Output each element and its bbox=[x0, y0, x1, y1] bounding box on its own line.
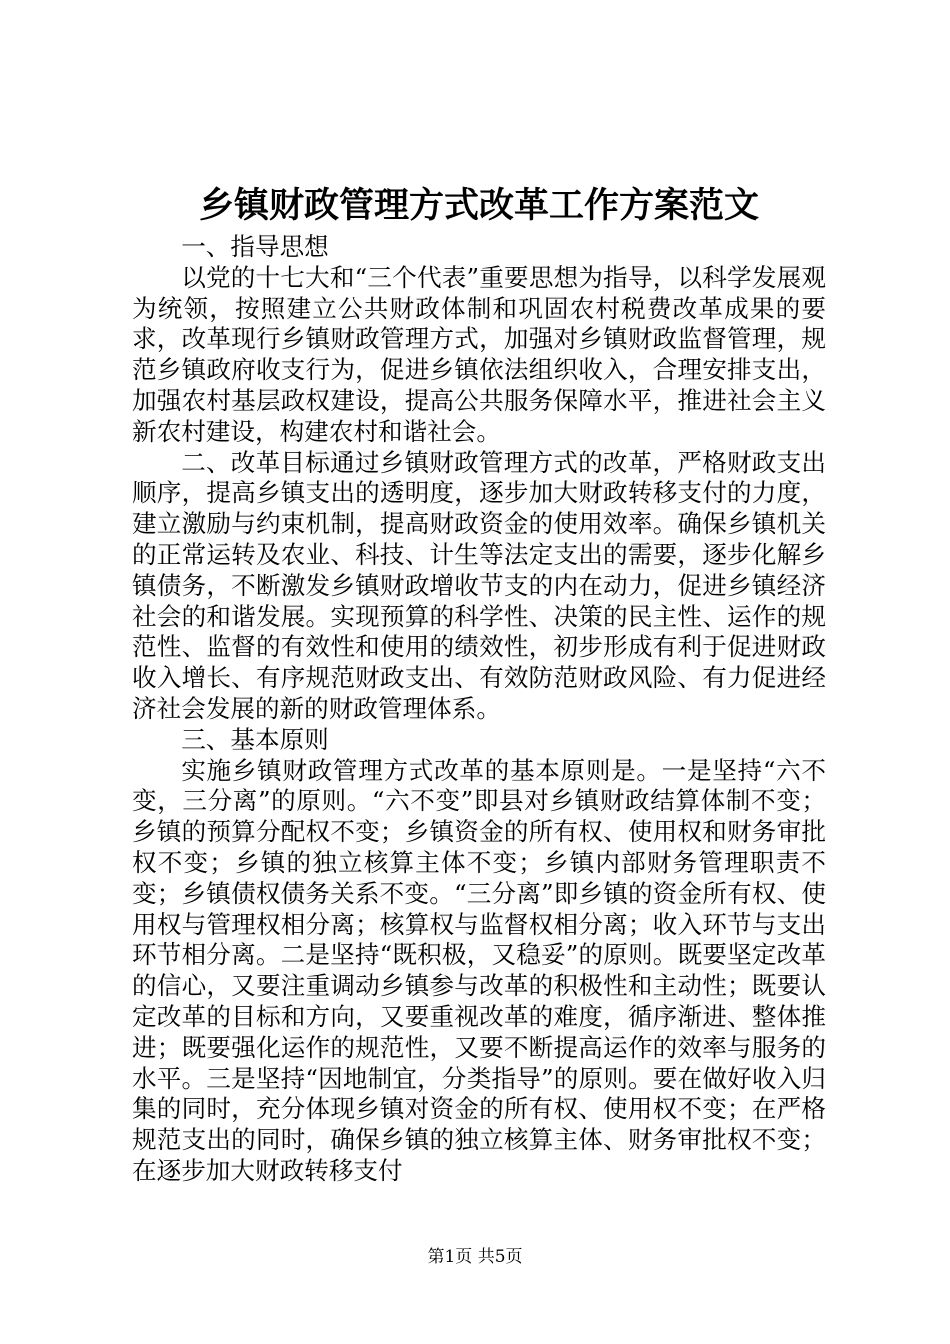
page-footer: 第1页 共5页 bbox=[427, 1247, 523, 1267]
document-title: 乡镇财政管理方式改革工作方案范文 bbox=[198, 185, 759, 226]
body-paragraph: 二、改革目标通过乡镇财政管理方式的改革，严格财政支出顺序，提高乡镇支出的透明度，逐步加大财政转移支付的力度，建立激励与约束机制，提高财政资金的使用效率。确保乡镇机关的正常运转及农业、科技、计生等法定支出的需要，逐步化解乡镇债务，不断激发乡镇财政增收节支的内在动力，促进乡镇经济社会的和谐发展。实现预算的科学性、决策的民主性、运作的规范性、监督的有效性和使用的绩效性，初步形成有利于促进财政收入增长、有序规范财政支出、有效防范财政风险、有力促进经济社会发展的新的财政管理体系。 bbox=[132, 447, 826, 723]
body-paragraph: 实施乡镇财政管理方式改革的基本原则是。一是坚持“六不变，三分离”的原则。“六不变”即县对乡镇财政结算体制不变；乡镇的预算分配权不变；乡镇资金的所有权、使用权和财务审批权不变；乡镇的独立核算主体不变；乡镇内部财务管理职责不变；乡镇债权债务关系不变。“三分离”即乡镇的资金所有权、使用权与管理权相分离；核算权与监督权相分离；收入环节与支出环节相分离。二是坚持“既积极，又稳妥”的原则。既要坚定改革的信心，又要注重调动乡镇参与改革的积极性和主动性；既要认定改革的目标和方向，又要重视改革的难度，循序渐进、整体推进；既要强化运作的规范性，又要不断提高运作的效率与服务的水平。三是坚持“因地制宜，分类指导”的原则。要在做好收入归集的同时，充分体现乡镇对资金的所有权、使用权不变；在严格规范支出的同时，确保乡镇的独立核算主体、财务审批权不变；在逐步加大财政转移支付 bbox=[132, 755, 826, 1185]
section-heading: 三、基本原则 bbox=[181, 724, 329, 754]
section-heading: 一、指导思想 bbox=[181, 232, 329, 261]
document-body bbox=[132, 232, 826, 1187]
body-paragraph: 以党的十七大和“三个代表”重要思想为指导，以科学发展观为统领，按照建立公共财政体制和巩固农村税费改革成果的要求，改革现行乡镇财政管理方式，加强对乡镇财政监督管理，规范乡镇政府收支行为，促进乡镇依法组织收入，合理安排支出，加强农村基层政权建设，提高公共服务保障水平，推进社会主义新农村建设，构建农村和谐社会。 bbox=[132, 262, 826, 446]
